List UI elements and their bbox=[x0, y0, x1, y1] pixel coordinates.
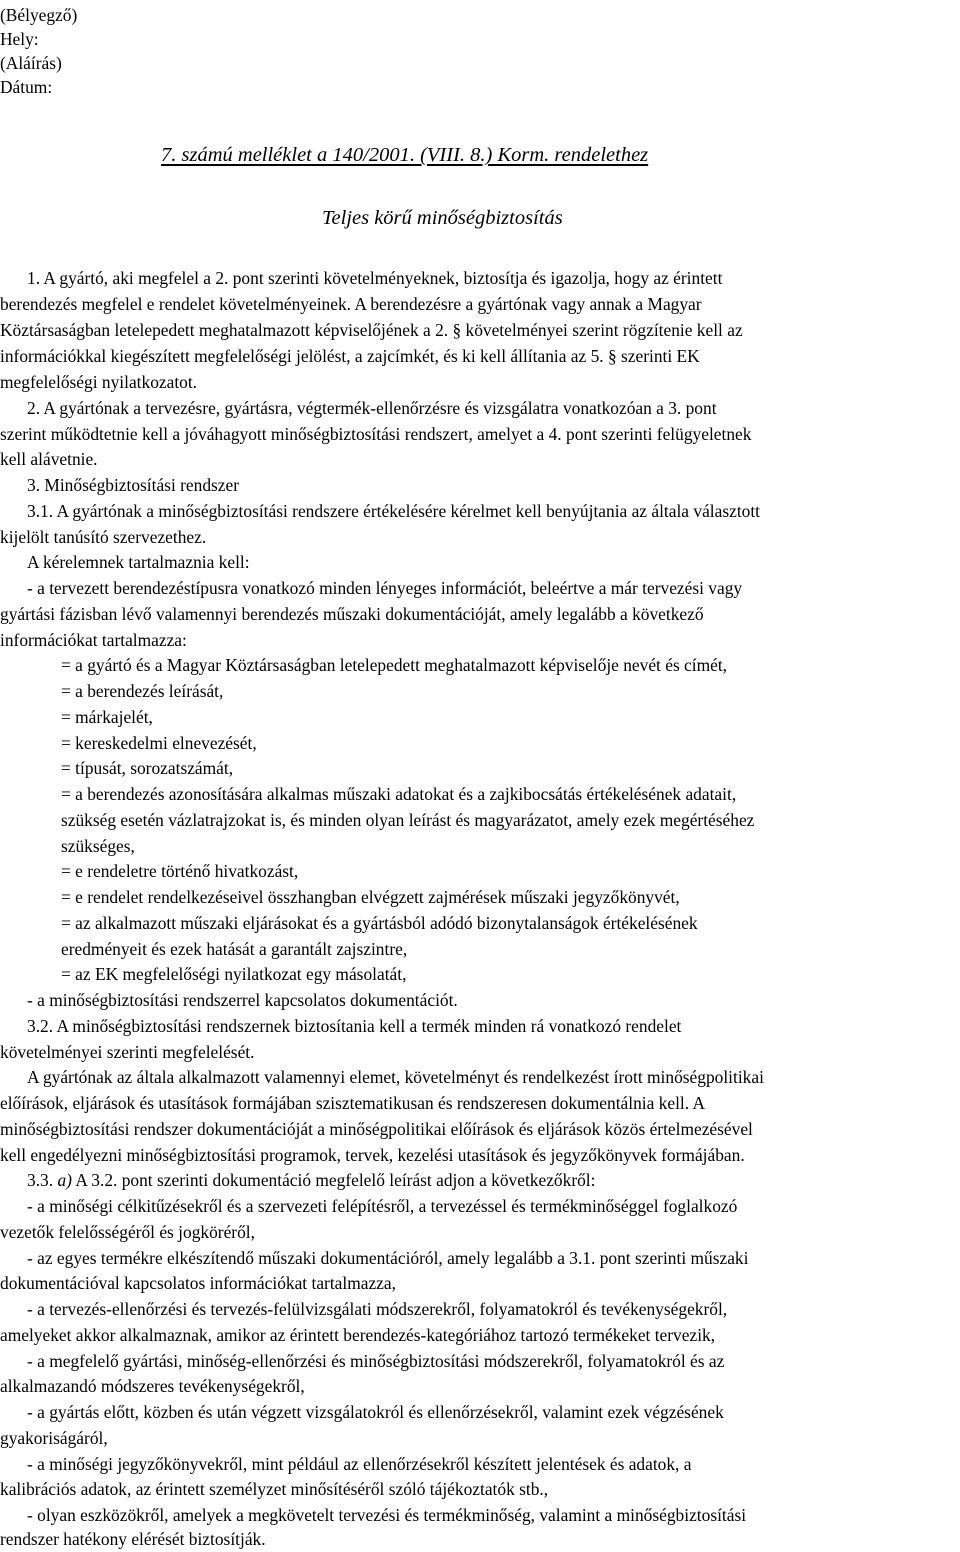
sub-list-item: = az alkalmazott műszaki eljárásokat és a gyártásból adódó bizonytalanságok értékelésének bbox=[61, 913, 698, 933]
list-item: - a megfelelő gyártási, minőség-ellenőrzési és minőségbiztosítási módszerekről, folyamatokról és az bbox=[27, 1351, 725, 1371]
list-item: - a gyártás előtt, közben és után végzett vizsgálatokról és ellenőrzésekről, valamint ezek végzésének bbox=[27, 1402, 724, 1422]
body-line: kell engedélyezni minőségbiztosítási programok, tervek, kezelési utasítások és jegyzőkönyvek formájában. bbox=[0, 1145, 745, 1165]
sub-list-item: = a berendezés leírását, bbox=[61, 681, 224, 701]
body-line: információkkal kiegészített megfelelőségi jelölést, a zajcímkét, és ki kell állítania az 5. § szerinti EK bbox=[0, 346, 700, 366]
sub-list-item: = a gyártó és a Magyar Köztársaságban letelepedett meghatalmazott képviselője nevét és címét, bbox=[61, 655, 728, 675]
signature-label: (Aláírás) bbox=[0, 53, 62, 73]
list-item: - a minőségi jegyzőkönyvekről, mint például az ellenőrzésekről készített jelentések és adatok, a bbox=[27, 1454, 692, 1474]
body-line: 1. A gyártó, aki megfelel a 2. pont szerinti követelményeknek, biztosítja és igazolja, hogy az érintett bbox=[27, 268, 723, 288]
body-line: dokumentációval kapcsolatos információkat tartalmazza, bbox=[0, 1273, 396, 1293]
sub-list-item: = típusát, sorozatszámát, bbox=[61, 758, 234, 778]
body-line: gyakoriságáról, bbox=[0, 1428, 108, 1448]
body-line: 2. A gyártónak a tervezésre, gyártásra, végtermék-ellenőrzésre és vizsgálatra vonatkozóan a 3. pont bbox=[27, 398, 717, 418]
document-subtitle: Teljes körű minőségbiztosítás bbox=[322, 207, 563, 229]
document-title: 7. számú melléklet a 140/2001. (VIII. 8.) Korm. rendelethez bbox=[161, 144, 649, 166]
list-item: - olyan eszközökről, amelyek a megkövetelt tervezési és termékminőség, valamint a minőségbiztosítási bbox=[27, 1505, 747, 1525]
section-number: 3.3. bbox=[27, 1170, 54, 1190]
sub-list-item: = a berendezés azonosítására alkalmas műszaki adatokat és a zajkibocsátás értékelésének adatait, bbox=[61, 784, 737, 804]
body-line: 3.2. A minőségbiztosítási rendszernek biztosítania kell a termék minden rá vonatkozó rendelet bbox=[27, 1016, 682, 1036]
body-line: A kérelemnek tartalmaznia kell: bbox=[27, 552, 250, 572]
body-line: A gyártónak az általa alkalmazott valamennyi elemet, követelményt és rendelkezést írott minőségpolitikai bbox=[27, 1067, 764, 1087]
body-line: gyártási fázisban lévő valamennyi berendezés műszaki dokumentációját, amely legalább a következő bbox=[0, 604, 704, 624]
sub-list-item: = márkajelét, bbox=[61, 707, 153, 727]
body-line: megfelelőségi nyilatkozatot. bbox=[0, 372, 198, 392]
body-line: minőségbiztosítási rendszer dokumentációját a minőségpolitikai előírások és eljárások közös értelmezésével bbox=[0, 1119, 753, 1139]
sub-list-item: szükség esetén vázlatrajzokat is, és minden olyan leírást és magyarázatot, amely ezek megértéséhez bbox=[61, 810, 755, 830]
sub-list-item: = kereskedelmi elnevezését, bbox=[61, 733, 257, 753]
body-text: A 3.2. pont szerinti dokumentáció megfelelő leírást adjon a következőkről: bbox=[75, 1170, 596, 1190]
body-line: Köztársaságban letelepedett meghatalmazott képviselőjének a 2. § követelményei szerint rögzítenie kell az bbox=[0, 320, 743, 340]
section-heading: 3. Minőségbiztosítási rendszer bbox=[27, 475, 240, 495]
body-line: információkat tartalmazza: bbox=[0, 630, 187, 650]
item-letter: a) bbox=[57, 1170, 72, 1190]
sub-list-item: szükséges, bbox=[61, 836, 135, 856]
list-item: - a tervezett berendezéstípusra vonatkozó minden lényeges információt, beleértve a már tervezési vagy bbox=[27, 578, 743, 598]
body-line: kell alávetnie. bbox=[0, 449, 98, 469]
body-line: amelyeket akkor alkalmaznak, amikor az érintett berendezés-kategóriához tartozó termékeket tervezik, bbox=[0, 1325, 716, 1345]
list-item: - a tervezés-ellenőrzési és tervezés-felülvizsgálati módszerekről, folyamatokról és tevékenységekről, bbox=[27, 1299, 728, 1319]
date-label: Dátum: bbox=[0, 77, 53, 97]
sub-list-item: eredményeit és ezek hatását a garantált zajszintre, bbox=[61, 939, 408, 959]
body-line: alkalmazandó módszeres tevékenységekről, bbox=[0, 1376, 305, 1396]
body-line: berendezés megfelel e rendelet követelményeinek. A berendezésre a gyártónak vagy annak a Magyar bbox=[0, 294, 702, 314]
sub-list-item: = e rendeletre történő hivatkozást, bbox=[61, 861, 299, 881]
body-line: vezetők felelősségéről és jogköréről, bbox=[0, 1222, 255, 1242]
body-line: kijelölt tanúsító szervezethez. bbox=[0, 527, 207, 547]
place-label: Hely: bbox=[0, 29, 39, 49]
list-item: - az egyes termékre elkészítendő műszaki dokumentációról, amely legalább a 3.1. pont szerinti műszaki bbox=[27, 1248, 749, 1268]
body-line: kalibrációs adatok, az érintett személyzet minősítéséről szóló tájékoztatók stb., bbox=[0, 1479, 549, 1499]
body-line: előírások, eljárások és utasítások formájában szisztematikusan és rendszeresen dokumentálnia kell. A bbox=[0, 1093, 706, 1113]
body-line bbox=[27, 1167, 595, 1193]
body-line: 3.1. A gyártónak a minőségbiztosítási rendszere értékelésére kérelmet kell benyújtania az általa választott bbox=[27, 501, 761, 521]
stamp-label: (Bélyegző) bbox=[0, 5, 78, 25]
list-item: - a minőségbiztosítási rendszerrel kapcsolatos dokumentációt. bbox=[27, 990, 458, 1010]
sub-list-item: = e rendelet rendelkezéseivel összhangban elvégzett zajmérések műszaki jegyzőkönyvét, bbox=[61, 887, 680, 907]
sub-list-item: = az EK megfelelőségi nyilatkozat egy másolatát, bbox=[61, 964, 407, 984]
body-line: szerint működtetnie kell a jóváhagyott minőségbiztosítási rendszert, amelyet a 4. pont szerinti felügyeletnek bbox=[0, 424, 752, 444]
body-line: rendszer hatékony elérését biztosítják. bbox=[0, 1529, 266, 1549]
list-item: - a minőségi célkitűzésekről és a szervezeti felépítésről, a tervezéssel és termékminőséggel foglalkozó bbox=[27, 1196, 738, 1216]
body-line: követelményei szerinti megfelelését. bbox=[0, 1042, 255, 1062]
